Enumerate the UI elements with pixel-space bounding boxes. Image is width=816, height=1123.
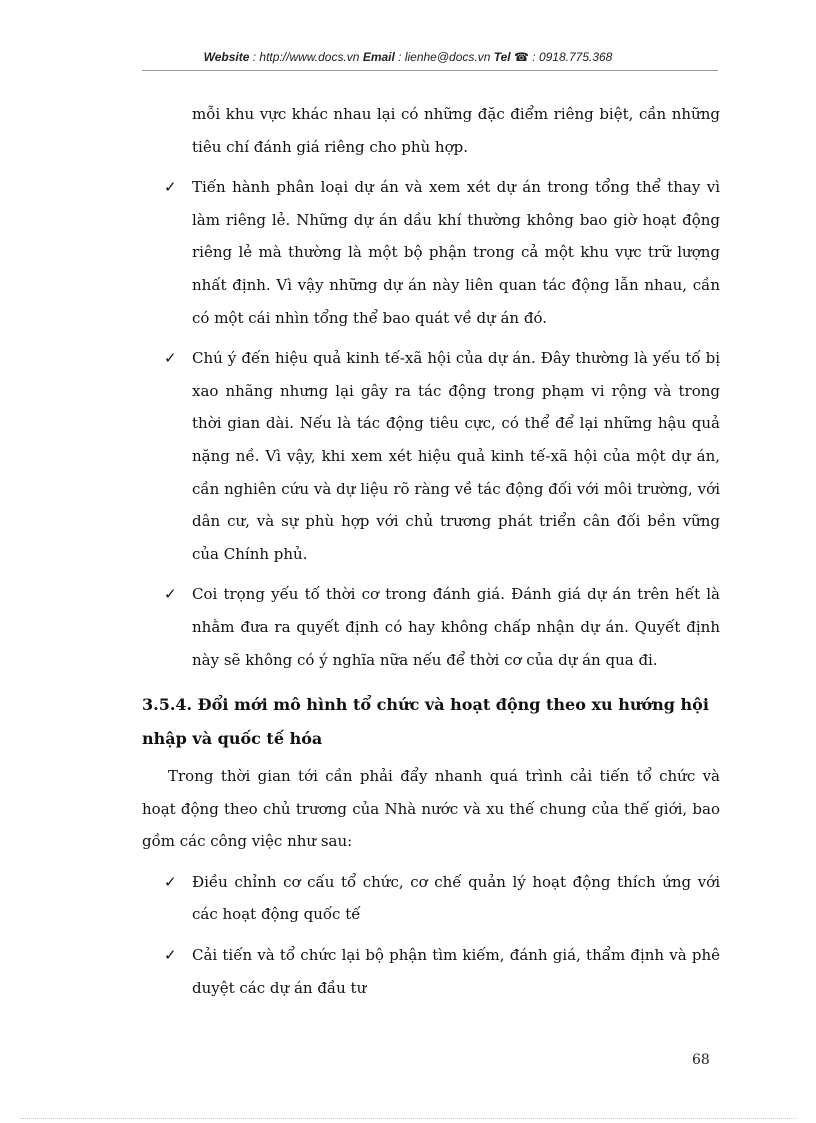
tel-label: Tel [493, 50, 511, 64]
list-item [142, 342, 720, 570]
website-label: Website [203, 50, 250, 64]
page-bottom-border [20, 1118, 796, 1119]
email-label: Email [362, 50, 395, 64]
tel-number: : 0918.775.368 [528, 50, 613, 64]
checkmark-icon: ✓ [164, 872, 177, 891]
header-divider [142, 70, 718, 71]
list-item-text: Điều chỉnh cơ cấu tổ chức, cơ chế quản lý hoạt động thích ứng với các hoạt động quốc tế [192, 872, 720, 924]
list-item-text: Chú ý đến hiệu quả kinh tế-xã hội của dự án. Đây thường là yếu tố bị xao nhãng nhưng lại gây ra tác động trong phạm vi rộng và trong thời gian dài. Nếu là tác động tiêu cực, có thể để lại những hậu quả nặng nề. Vì vậy, khi xem xét hiệu quả kinh tế-xã hội của một dự án, cần nghiên cứu và dự liệu rõ ràng về tác động đối với môi trường, với dân cư, và sự phù hợp với chủ trương phát triển cân đối bền vững của Chính phủ. [192, 349, 720, 563]
checkmark-icon: ✓ [164, 585, 177, 604]
list-item-text: Coi trọng yếu tố thời cơ trong đánh giá. Đánh giá dự án trên hết là nhằm đưa ra quyết định có hay không chấp nhận dự án. Quyết định này sẽ không có ý nghĩa nữa nếu để thời cơ của dự án qua đi. [192, 585, 720, 669]
section-paragraph: Trong thời gian tới cần phải đẩy nhanh quá trình cải tiến tổ chức và hoạt động theo chủ trương của Nhà nước và xu thế chung của thế giới, bao gồm các công việc như sau: [142, 767, 720, 851]
list-item [142, 866, 720, 931]
website-url[interactable]: : http://www.docs.vn [249, 50, 363, 64]
section-heading: 3.5.4. Đổi mới mô hình tổ chức và hoạt động theo xu hướng hội nhập và quốc tế hóa [142, 695, 709, 749]
page-content [142, 98, 720, 1004]
page-header [0, 50, 816, 64]
checkmark-icon: ✓ [164, 349, 177, 368]
continuation-paragraph: mỗi khu vực khác nhau lại có những đặc điểm riêng biệt, cần những tiêu chí đánh giá riêng cho phù hợp. [192, 105, 720, 156]
list-item-text: Tiến hành phân loại dự án và xem xét dự án trong tổng thể thay vì làm riêng lẻ. Những dự án dầu khí thường không bao giờ hoạt động riêng lẻ mà thường là một bộ phận trong cả một khu vực trữ lượng nhất định. Vì vậy những dự án này liên quan tác động lẫn nhau, cần có một cái nhìn tổng thể bao quát về dự án đó. [192, 178, 720, 327]
page-number: 68 [692, 1052, 710, 1068]
phone-icon: ☎ [513, 50, 529, 64]
list-item [142, 171, 720, 334]
checkmark-icon: ✓ [164, 178, 177, 197]
checkmark-icon: ✓ [164, 946, 177, 965]
list-item [142, 578, 720, 676]
list-item [142, 939, 720, 1004]
list-item-text: Cải tiến và tổ chức lại bộ phận tìm kiếm, đánh giá, thẩm định và phê duyệt các dự án đầu tư [192, 946, 720, 997]
email-address[interactable]: : lienhe@docs.vn [394, 50, 494, 64]
